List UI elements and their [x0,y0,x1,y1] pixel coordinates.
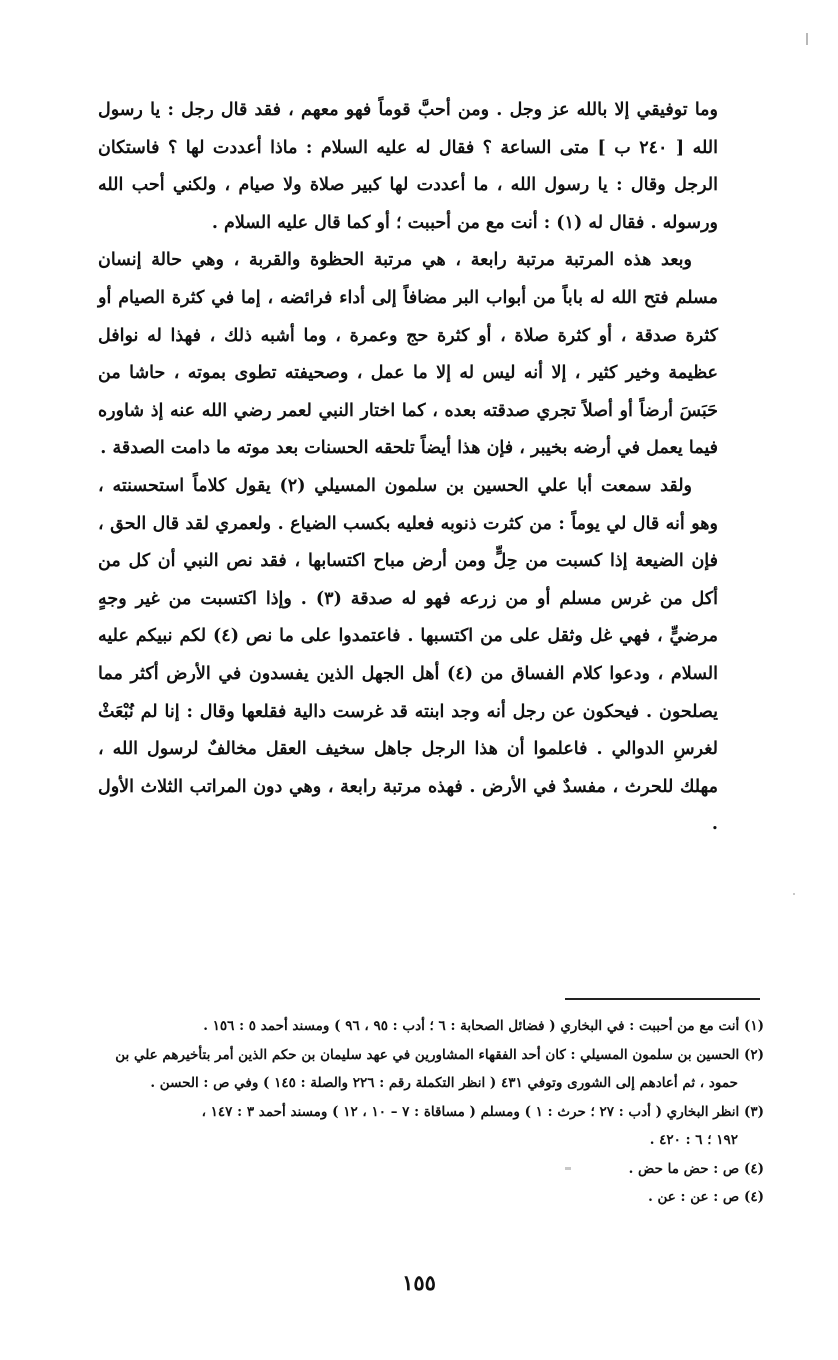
paragraph-1: وما توفيقي إلا بالله عز وجل . ومن أحبَّ قوماً فهو معهم ، فقد قال رجل : يا رسول الله [ ٢٤٠ ب ] متى الساعة ؟ فقال له عليه السلام : ماذا أعددت لها ؟ فاستكان الرجل وقال : يا رسول الله ، ما أعددت لها كبير صلاة ولا صيام ، ولكني أحب الله ورسوله . فقال له (١) : أنت مع من أحببت ؛ أو كما قال عليه السلام . [98,100,718,233]
margin-speck [565,1167,571,1170]
footnote-3: (٣) انظر البخاري ( أدب : ٢٧ ؛ حرث : ١ ) ومسلم ( مساقاة : ٧ – ١٠ ، ١٢ ) ومسند أحمد ٣ : ١٤٧ ، [201,1103,764,1120]
paragraph-2: وبعد هذه المرتبة مرتبة رابعة ، هي مرتبة الحظوة والقربة ، وهي حالة إنسان مسلم فتح الله له باباً من أبواب البر مضافاً إلى أداء فرائضه ، إما في كثرة الصيام أو كثرة صدقة ، أو كثرة صلاة ، أو كثرة حج وعمرة ، وما أشبه ذلك ، فهذا له نوافل عظيمة وخير كثير ، إلا أنه ليس له إلا ما عمل ، وصحيفته تطوى بموته ، حاشا من حَبَسَ أرضاً أو أصلاً تجري صدقته بعده ، كما اختار النبي لعمر رضي الله عنه إذ شاوره فيما يعمل في أرضه بخيبر ، فإن هذا أيضاً تلحقه الحسنات بعد موته ما دامت الصدقة . [98,250,718,459]
footnote-2-continued: حمود ، ثم أعادهم إلى الشورى وتوفي ٤٣١ ( انظر التكملة رقم : ٢٢٦ والصلة : ١٤٥ ) وفي ص : الحسن . [150,1075,738,1091]
footnote-4a: (٤) ص : حض ما حض . [628,1160,764,1177]
footnote-separator [565,998,760,1000]
margin-mark [806,33,808,45]
footnote-3-continued: ١٩٢ ؛ ٦ : ٤٢٠ . [649,1132,738,1148]
footnote-4b: (٤) ص : عن : عن . [648,1189,764,1205]
page-number: ١٥٥ [402,1270,436,1295]
paragraph-3: ولقد سمعت أبا علي الحسين بن سلمون المسيلي (٢) يقول كلاماً استحسنته ، وهو أنه قال لي يوماً : من كثرت ذنوبه فعليه بكسب الضياع . ولعمري لقد قال الحق ، فإن الضيعة إذا كسبت من حِلٍّ ومن أرض مباح اكتسابها ، فقد نص النبي أن كل من أكل من غرس مسلم أو من زرعه فهو له صدقة (٣) . وإذا اكتسبت من غير وجهٍ مرضيٍّ ، فهي غل وثقل على من اكتسبها . فاعتمدوا على ما نص (٤) لكم نبيكم عليه السلام ، ودعوا كلام الفساق من (٤) أهل الجهل الذين يفسدون في الأرض أكثر مما يصلحون . فيحكون عن رجل أنه وجد ابنته قد غرست دالية فقلعها وقال : إنا لم نُبْعَثْ لغرسِ الدوالي . فاعلموا أن هذا الرجل جاهل سخيف العقل مخالفٌ لرسول الله ، مهلك للحرث ، مفسدٌ في الأرض . فهذه مرتبة رابعة ، وهي دون المراتب الثلاث الأول . [98,475,718,835]
footnote-1: (١) أنت مع من أحببت : في البخاري ( فضائل الصحابة : ٦ ؛ أدب : ٩٥ ، ٩٦ ) ومسند أحمد ٥ : ١٥٦ . [203,1018,764,1034]
main-text [98,92,718,844]
margin-speck [793,893,795,895]
footnotes [84,1012,764,1212]
footnote-2: (٢) الحسين بن سلمون المسيلي : كان أحد الفقهاء المشاورين في عهد سليمان بن حكم الذين أمر بتأخيرهم علي بن [115,1046,764,1063]
